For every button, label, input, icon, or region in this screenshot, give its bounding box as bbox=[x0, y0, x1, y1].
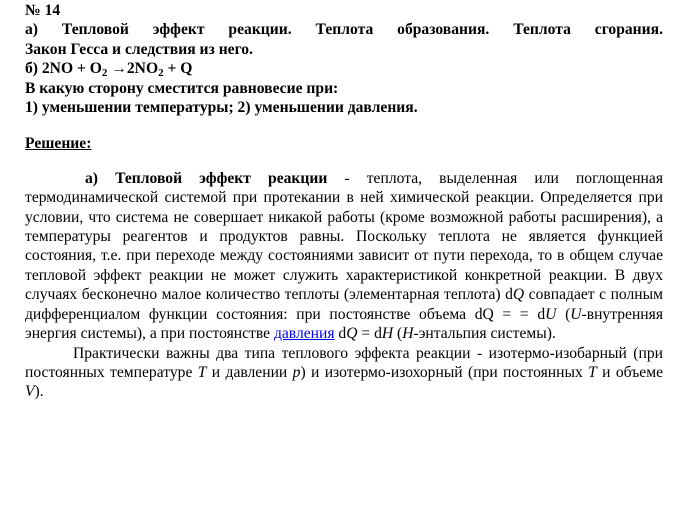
p1-text-e: d bbox=[334, 325, 347, 343]
eq-prefix: б) 2NO + O bbox=[25, 60, 102, 78]
p1-var-q2: Q bbox=[346, 325, 358, 343]
p1-text-b: совпадает с полным дифференциалом функции состояния: при постоянстве объема dQ = = d bbox=[25, 286, 663, 323]
p2-text-e: ). bbox=[34, 383, 44, 401]
solution-paragraph-1 bbox=[25, 169, 663, 344]
question-text: В какую сторону сместится равновесие при: bbox=[25, 79, 339, 97]
reaction-equation bbox=[25, 59, 663, 78]
p1-text-d: -внутренняя энергия системы), а при постоянстве bbox=[25, 305, 663, 343]
p2-var-t2: T bbox=[588, 363, 597, 381]
p2-text-a: Практически важны два типа теплового эффекта реакции - изотермо-изобарный (при постоянных температуре bbox=[25, 344, 663, 381]
p1-var-u: U bbox=[545, 305, 557, 323]
problem-number: № 14 bbox=[25, 2, 61, 19]
p1-var-q: Q bbox=[512, 286, 525, 304]
p2-var-t: T bbox=[197, 363, 207, 381]
p1-text-a: - теплота, выделенная или поглощенная термодинамической системой при протекании в ней химической реакции. Определяется при условии, что система не совершает никакой работы (кроме возможной работы расширения), а температуры реагентов и продуктов равны. Поскольку теплота не является функцией состояния, т.е. при переходе между состояниями зависит от пути перехода, то в общем случае тепловой эффект реакции не может служить характеристикой конкретной реакции. В двух случаях бесконечно малое количество теплоты (элементарная теплота) d bbox=[25, 169, 663, 304]
p2-var-p: p bbox=[292, 363, 301, 381]
p1-text-f: = d bbox=[357, 325, 382, 343]
p1-var-h2: H bbox=[402, 325, 414, 343]
topic-line-1: а) Тепловой эффект реакции. Теплота образования. Теплота сгорания. bbox=[25, 21, 663, 39]
document-page bbox=[0, 1, 685, 402]
eq-subscript-2: 2 bbox=[158, 67, 164, 80]
solution-heading: Решение: bbox=[25, 135, 92, 153]
topic-line-2: Закон Гесса и следствия из него. bbox=[25, 40, 253, 58]
p1-var-u2: U bbox=[570, 305, 582, 323]
p2-text-d: и объеме bbox=[596, 363, 664, 381]
solution-paragraph-2 bbox=[25, 344, 663, 402]
pressure-link[interactable]: давления bbox=[273, 325, 335, 343]
p1-var-h: H bbox=[381, 325, 394, 343]
p1-text-c: ( bbox=[556, 305, 571, 323]
p1-text-g: ( bbox=[393, 325, 403, 343]
eq-mid: →2NO bbox=[107, 60, 159, 78]
eq-suffix: + Q bbox=[163, 60, 193, 78]
conditions-text: 1) уменьшении температуры; 2) уменьшении давления. bbox=[25, 99, 418, 117]
p1-text-h: -энтальпия системы). bbox=[413, 325, 556, 343]
term-heat-effect: а) Тепловой эффект реакции bbox=[85, 169, 328, 187]
p2-text-b: и давлении bbox=[206, 363, 293, 381]
p2-text-c: ) и изотермо-изохорный (при постоянных bbox=[300, 363, 589, 381]
eq-subscript-1: 2 bbox=[101, 67, 108, 80]
problem-header bbox=[25, 1, 663, 117]
p2-var-v: V bbox=[25, 383, 35, 401]
